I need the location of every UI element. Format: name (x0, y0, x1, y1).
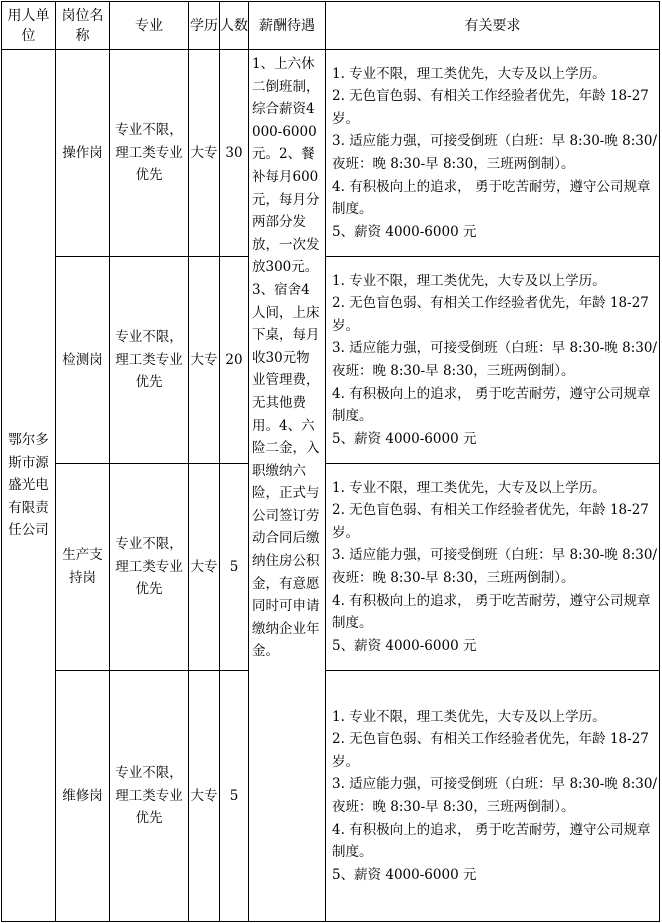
post-cell: 检测岗 (56, 257, 110, 464)
salary-cell: 1、上六休二倒班制，综合薪资4000-6000元。2、餐补每月600元，每月分两部分发放，一次发放300元。3、宿舍4人间，上床下桌，每月收30元物业管理费，无其他费用。4、六险二金，入职缴纳六险，正式与公司签订劳动合同后缴纳住房公积金，有意愿同时可申请缴纳企业年金。 (249, 50, 326, 922)
requirement-item: 2. 无色盲色弱、有相关工作经验者优先，年龄 18-27 岁。 (332, 295, 649, 334)
education-cell: 大专 (189, 671, 220, 922)
requirement-item: 4. 有积极向上的追求， 勇于吃苦耐劳，遵守公司规章制度。 (332, 592, 651, 632)
post-cell: 操作岗 (56, 50, 110, 257)
requirement-item: 5、薪资 4000-6000 元 (332, 866, 477, 883)
education-cell: 大专 (189, 464, 220, 671)
requirements-cell (326, 50, 660, 257)
requirement-item: 1. 专业不限，理工类优先，大专及以上学历。 (332, 708, 606, 725)
requirement-item: 3. 适应能力强，可接受倒班（白班：早 8:30-晚 8:30/夜班：晚 8:30-早 8:30，三班两倒制）。 (332, 547, 657, 586)
requirement-item: 5、薪资 4000-6000 元 (332, 223, 477, 240)
major-cell: 专业不限，理工类专业优先 (110, 671, 189, 922)
post-cell: 维修岗 (56, 671, 110, 922)
headcount-cell: 5 (220, 671, 249, 922)
recruitment-table (1, 1, 660, 922)
header-education: 学历 (189, 2, 220, 50)
header-headcount: 人数 (220, 2, 249, 50)
header-unit: 用人单位 (2, 2, 56, 50)
requirement-item: 3. 适应能力强，可接受倒班（白班：早 8:30-晚 8:30/夜班：晚 8:30-早 8:30，三班两倒制）。 (332, 133, 657, 172)
major-cell: 专业不限，理工类专业优先 (110, 464, 189, 671)
headcount-cell: 5 (220, 464, 249, 671)
requirement-item: 5、薪资 4000-6000 元 (332, 637, 477, 654)
requirement-item: 5、薪资 4000-6000 元 (332, 430, 477, 447)
requirement-item: 2. 无色盲色弱、有相关工作经验者优先，年龄 18-27 岁。 (332, 731, 649, 770)
header-salary: 薪酬待遇 (249, 2, 326, 50)
table-row (2, 671, 660, 922)
headcount-cell: 30 (220, 50, 249, 257)
requirement-item: 1. 专业不限，理工类优先，大专及以上学历。 (332, 65, 606, 82)
education-cell: 大专 (189, 50, 220, 257)
education-cell: 大专 (189, 257, 220, 464)
requirement-item: 2. 无色盲色弱、有相关工作经验者优先，年龄 18-27 岁。 (332, 88, 649, 127)
header-requirements: 有关要求 (326, 2, 660, 50)
header-post: 岗位名称 (56, 2, 110, 50)
requirements-cell (326, 257, 660, 464)
requirements-cell (326, 464, 660, 671)
major-cell: 专业不限，理工类专业优先 (110, 50, 189, 257)
requirement-item: 1. 专业不限，理工类优先，大专及以上学历。 (332, 272, 606, 289)
table-row (2, 464, 660, 671)
requirement-item: 4. 有积极向上的追求， 勇于吃苦耐劳，遵守公司规章制度。 (332, 178, 651, 218)
header-row (2, 2, 660, 50)
requirement-item: 1. 专业不限，理工类优先，大专及以上学历。 (332, 479, 606, 496)
requirement-item: 3. 适应能力强，可接受倒班（白班：早 8:30-晚 8:30/夜班：晚 8:30-早 8:30，三班两倒制）。 (332, 340, 657, 379)
requirement-item: 2. 无色盲色弱、有相关工作经验者优先，年龄 18-27 岁。 (332, 502, 649, 541)
requirement-item: 3. 适应能力强，可接受倒班（白班：早 8:30-晚 8:30/夜班：晚 8:30-早 8:30，三班两倒制）。 (332, 776, 657, 815)
requirement-item: 4. 有积极向上的追求， 勇于吃苦耐劳，遵守公司规章制度。 (332, 821, 651, 861)
table-row (2, 50, 660, 257)
header-major: 专业 (110, 2, 189, 50)
post-cell: 生产支持岗 (56, 464, 110, 671)
table-row (2, 257, 660, 464)
employer-cell: 鄂尔多斯市源盛光电有限责任公司 (2, 50, 56, 922)
major-cell: 专业不限，理工类专业优先 (110, 257, 189, 464)
headcount-cell: 20 (220, 257, 249, 464)
requirements-cell (326, 671, 660, 922)
requirement-item: 4. 有积极向上的追求， 勇于吃苦耐劳，遵守公司规章制度。 (332, 385, 651, 425)
